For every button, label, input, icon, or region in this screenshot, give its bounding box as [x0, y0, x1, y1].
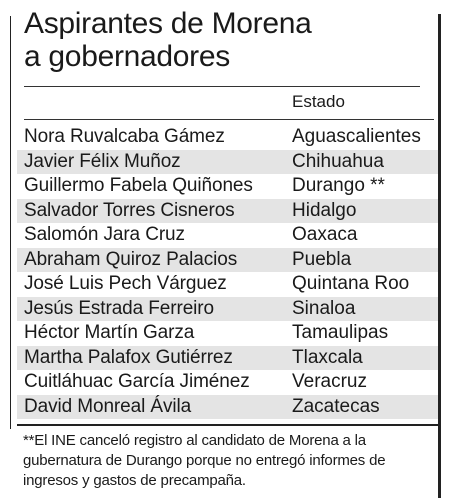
candidate-state: Tamaulipas: [292, 322, 389, 343]
candidate-state: Durango **: [292, 175, 385, 196]
candidate-state: Puebla: [292, 248, 352, 270]
candidate-state: Veracruz: [292, 371, 367, 392]
column-header-estado: Estado: [292, 92, 345, 111]
candidates-table: [17, 125, 438, 419]
candidate-name: Abraham Quiroz Palacios: [24, 248, 238, 270]
candidate-state: Sinaloa: [292, 297, 356, 319]
table-row: [17, 150, 438, 175]
candidate-name: José Luis Pech Várguez: [24, 273, 227, 294]
candidate-state: Zacatecas: [292, 395, 380, 417]
left-border-rule: [10, 16, 11, 429]
candidate-name: Jesús Estrada Ferreiro: [24, 297, 214, 319]
candidate-state: Hidalgo: [292, 199, 357, 221]
page-title: [24, 7, 312, 73]
candidate-name: Salomón Jara Cruz: [24, 224, 185, 245]
table-row: [17, 370, 438, 395]
candidate-state: Oaxaca: [292, 224, 358, 245]
candidate-state: Quintana Roo: [292, 273, 410, 294]
table-row: [17, 395, 438, 420]
right-border-rule: [438, 14, 441, 498]
candidate-name: Guillermo Fabela Quiñones: [24, 175, 253, 196]
candidate-name: Martha Palafox Gutiérrez: [24, 346, 233, 368]
candidate-name: Héctor Martín Garza: [24, 322, 195, 343]
table-row: [17, 199, 438, 224]
table-header-bottom-rule: [24, 119, 434, 120]
candidate-name: Salvador Torres Cisneros: [24, 199, 235, 221]
candidate-name: Cuitláhuac García Jiménez: [24, 371, 250, 392]
table-row: [17, 346, 438, 371]
table-row: [17, 223, 438, 248]
table-row: [17, 248, 438, 273]
footnote: **El INE canceló registro al candidato de Morena a la gubernatura de Durango porque no entregó informes de ingresos y gastos de precampaña.: [23, 432, 386, 489]
candidate-state: Chihuahua: [292, 150, 384, 172]
table-row: [17, 297, 438, 322]
table-row: [17, 272, 438, 297]
table-row: [17, 321, 438, 346]
table-header-top-rule: [24, 86, 420, 87]
table-footer-rule: [17, 424, 438, 426]
candidate-state: Tlaxcala: [292, 346, 363, 368]
candidate-name: Javier Félix Muñoz: [24, 150, 181, 172]
table-row: [17, 174, 438, 199]
candidate-state: Aguascalientes: [292, 126, 421, 147]
table-row: [17, 125, 438, 150]
title-line-1: Aspirantes de Morena: [24, 7, 312, 40]
candidate-name: Nora Ruvalcaba Gámez: [24, 126, 225, 147]
title-line-2: a gobernadores: [24, 40, 230, 73]
candidate-name: David Monreal Ávila: [24, 395, 192, 417]
